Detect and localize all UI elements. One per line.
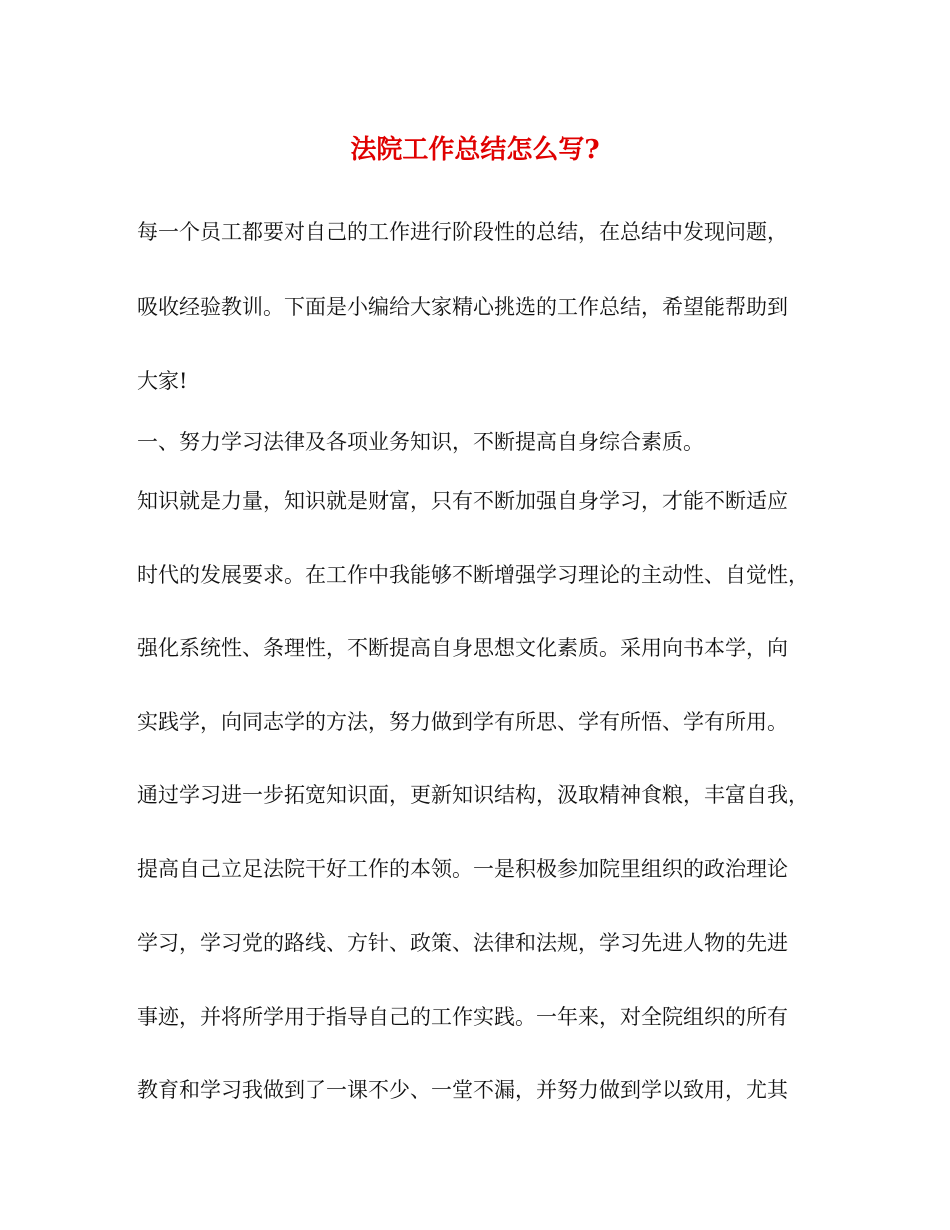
paragraph-line: 强化系统性、条理性，不断提高自身思想文化素质。采用向书本学，向: [137, 636, 788, 660]
paragraph-line: 教育和学习我做到了一课不少、一堂不漏，并努力做到学以致用，尤其: [137, 1078, 788, 1102]
section-heading: 一、努力学习法律及各项业务知识，不断提高自身综合素质。: [137, 430, 704, 454]
document-title: 法院工作总结怎么写?: [350, 135, 600, 165]
paragraph-line: 知识就是力量，知识就是财富，只有不断加强自身学习，才能不断适应: [137, 489, 788, 513]
paragraph-line: 实践学，向同志学的方法，努力做到学有所思、学有所悟、学有所用。: [137, 710, 788, 734]
paragraph-line: 吸收经验教训。下面是小编给大家精心挑选的工作总结，希望能帮助到: [137, 295, 788, 319]
paragraph-line: 时代的发展要求。在工作中我能够不断增强学习理论的主动性、自觉性，: [137, 563, 809, 587]
paragraph-line: 提高自己立足法院干好工作的本领。一是积极参加院里组织的政治理论: [137, 857, 788, 881]
paragraph-line: 事迹，并将所学用于指导自己的工作实践。一年来，对全院组织的所有: [137, 1005, 788, 1029]
paragraph-line: 每一个员工都要对自己的工作进行阶段性的总结，在总结中发现问题，: [137, 220, 788, 244]
paragraph-line: 通过学习进一步拓宽知识面，更新知识结构，汲取精神食粮，丰富自我，: [137, 783, 809, 807]
paragraph-line: 学习，学习党的路线、方针、政策、法律和法规，学习先进人物的先进: [137, 931, 788, 955]
paragraph-line: 大家!: [137, 369, 188, 393]
